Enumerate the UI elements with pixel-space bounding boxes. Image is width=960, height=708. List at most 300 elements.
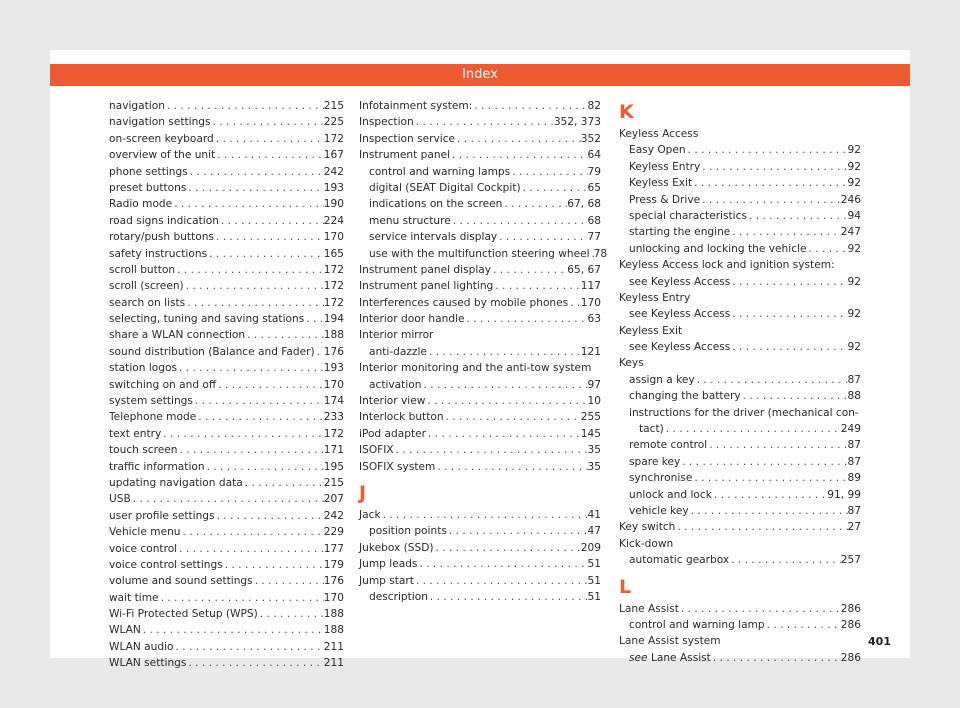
leader-dots (184, 278, 324, 294)
index-group-k (619, 126, 861, 569)
leader-dots (315, 344, 324, 360)
leader-dots (497, 229, 587, 245)
entry-term: Interior view (359, 395, 426, 408)
entry-term: synchronise (629, 472, 693, 485)
entry-term: description (369, 590, 428, 603)
leader-dots (414, 573, 588, 589)
entry-term: WLAN audio (109, 640, 174, 653)
entry-term: Interferences caused by mobile phones (359, 296, 569, 309)
leader-dots (510, 164, 587, 180)
entry-term: Kick-down (619, 537, 674, 550)
entry-page-ref: 10 (587, 395, 601, 408)
entry-term: Vehicle menu (109, 526, 181, 539)
index-entry (619, 601, 861, 617)
index-entry (109, 491, 344, 507)
leader-dots (417, 556, 587, 572)
entry-page-ref: 172 (323, 296, 344, 309)
index-entry (109, 623, 344, 639)
leader-dots (692, 470, 847, 486)
entry-term: Keyless Access lock and ignition system: (619, 259, 835, 272)
index-entry (109, 229, 344, 245)
leader-dots (679, 601, 841, 617)
entry-term: activation (369, 378, 422, 391)
leader-dots (186, 655, 323, 671)
entry-page-ref: 224 (323, 214, 344, 227)
entry-term: iPod adapter (359, 427, 426, 440)
index-entry (109, 639, 344, 655)
entry-page-ref: 195 (323, 460, 344, 473)
entry-page-ref: 87 (847, 373, 861, 386)
leader-dots (193, 393, 324, 409)
entry-page-ref: 352, 373 (553, 116, 601, 129)
index-entry (109, 164, 344, 180)
index-entry (619, 536, 861, 552)
index-entry (359, 360, 601, 376)
entry-term: switching on and off (109, 378, 217, 391)
entry-term: ISOFIX system (359, 460, 436, 473)
entry-term: Jack (359, 508, 381, 521)
entry-term: position points (369, 525, 447, 538)
entry-page-ref: 176 (323, 575, 344, 588)
leader-dots (712, 487, 827, 503)
index-entry (109, 98, 344, 114)
header-title: Index (462, 67, 498, 82)
entry-page-ref: 193 (323, 362, 344, 375)
entry-term: Key switch (619, 521, 676, 534)
leader-dots (689, 503, 848, 519)
index-entry (619, 372, 861, 388)
entry-page-ref: 172 (323, 427, 344, 440)
index-column-3 (619, 98, 861, 666)
leader-dots (747, 208, 848, 224)
entry-term: assign a key (629, 373, 695, 386)
entry-page-ref: 165 (323, 247, 344, 260)
index-column-1 (109, 98, 344, 672)
index-entry (109, 426, 344, 442)
entry-term: Keyless Access (619, 128, 699, 140)
entry-term: automatic gearbox (629, 554, 730, 567)
entry-term: Jump leads (359, 558, 418, 571)
entry-page-ref: 170 (580, 296, 601, 309)
entry-page-ref: 91, 99 (827, 488, 861, 501)
leader-dots (304, 311, 324, 327)
entry-page-ref: 92 (847, 177, 861, 190)
entry-term: traffic information (109, 460, 205, 473)
index-entry (619, 306, 861, 322)
index-entry (619, 142, 861, 158)
entry-term: Wi-Fi Protected Setup (WPS) (109, 608, 258, 621)
entry-term: search on lists (109, 296, 186, 309)
leader-dots (426, 426, 581, 442)
leader-dots (700, 159, 847, 175)
leader-dots (174, 639, 324, 655)
leader-dots (707, 437, 847, 453)
entry-page-ref: 211 (323, 640, 344, 653)
entry-term: updating navigation data (109, 476, 243, 489)
entry-term: Interior door handle (359, 313, 465, 326)
leader-dots (711, 650, 841, 666)
index-entry (619, 192, 861, 208)
entry-term: menu structure (369, 214, 451, 227)
entry-term: instructions for the driver (mechanical con- (629, 406, 859, 419)
leader-dots (175, 262, 324, 278)
entry-page-ref: 87 (847, 455, 861, 468)
leader-dots (502, 196, 567, 212)
leader-dots (161, 426, 323, 442)
leader-dots (214, 131, 324, 147)
entry-page-ref: 242 (323, 165, 344, 178)
index-entry (359, 295, 601, 311)
index-entry (359, 344, 601, 360)
entry-page-ref: 167 (323, 149, 344, 162)
leader-dots (243, 475, 324, 491)
index-entry (109, 475, 344, 491)
entry-term: see Keyless Access (629, 275, 731, 288)
index-group-i (359, 98, 608, 475)
entry-page-ref: 170 (323, 378, 344, 391)
index-entry (109, 508, 344, 524)
entry-page-ref: 188 (323, 329, 344, 342)
entry-term: Inspection (359, 116, 414, 129)
leader-dots (491, 262, 567, 278)
index-entry (109, 573, 344, 589)
index-entry (619, 159, 861, 175)
index-entry (619, 339, 861, 355)
leader-dots (675, 519, 847, 535)
entry-term: Radio mode (109, 198, 173, 211)
leader-dots (196, 409, 324, 425)
entry-page-ref: 121 (580, 345, 601, 358)
index-entry (109, 344, 344, 360)
index-entry (359, 507, 601, 523)
leader-dots (177, 541, 324, 557)
leader-dots (253, 573, 324, 589)
entry-term: special characteristics (629, 209, 747, 222)
entry-page-ref: 286 (840, 618, 861, 631)
index-entry (359, 147, 601, 163)
index-entry (619, 421, 861, 437)
entry-term: unlocking and locking the vehicle (629, 242, 807, 255)
entry-term: voice control (109, 542, 178, 555)
index-entry (109, 557, 344, 573)
entry-term: use with the multifunction steering wheel (369, 247, 590, 260)
leader-dots (664, 421, 841, 437)
entry-page-ref: 41 (587, 508, 601, 521)
leader-dots (216, 377, 324, 393)
entry-term: safety instructions (109, 247, 208, 260)
entry-term: Infotainment system: (359, 99, 473, 112)
index-entry (109, 246, 344, 262)
entry-page-ref: 170 (323, 591, 344, 604)
index-entry (359, 327, 601, 343)
leader-dots (131, 491, 324, 507)
section-letter-k: K (619, 101, 634, 123)
entry-page-ref: 92 (847, 341, 861, 354)
entry-see-target: Lane Assist (650, 651, 711, 664)
index-entry (109, 442, 344, 458)
entry-page-ref: 68 (587, 214, 601, 227)
leader-dots (729, 552, 841, 568)
leader-dots (421, 377, 587, 393)
leader-dots (223, 557, 324, 573)
entry-term: Interlock button (359, 411, 444, 424)
entry-page-ref: 193 (323, 181, 344, 194)
entry-page-ref: 211 (323, 657, 344, 670)
index-entry (109, 590, 344, 606)
entry-term: scroll button (109, 263, 176, 276)
index-entry (359, 393, 601, 409)
index-entry (619, 323, 861, 339)
entry-term: tact) (639, 423, 664, 436)
entry-page-ref: 215 (323, 99, 344, 112)
index-entry (619, 355, 861, 371)
index-entry (109, 409, 344, 425)
leader-dots (211, 114, 324, 130)
index-entry (359, 523, 601, 539)
entry-page-ref: 64 (587, 149, 601, 162)
index-entry (619, 175, 861, 191)
index-entry (619, 224, 861, 240)
leader-dots (730, 224, 840, 240)
entry-term: share a WLAN connection (109, 329, 246, 342)
entry-page-ref: 246 (840, 193, 861, 206)
entry-page-ref: 172 (323, 263, 344, 276)
index-entry (619, 503, 861, 519)
entry-term: Easy Open (629, 144, 686, 157)
index-entry (109, 213, 344, 229)
entry-page-ref: 145 (580, 427, 601, 440)
entry-page-ref: 89 (847, 472, 861, 485)
index-entry (619, 257, 861, 273)
entry-page-ref: 65, 67 (567, 263, 601, 276)
entry-term: control and warning lamps (369, 165, 511, 178)
leader-dots (381, 507, 588, 523)
entry-page-ref: 63 (587, 313, 601, 326)
index-entry (109, 606, 344, 622)
leader-dots (730, 339, 847, 355)
entry-term: Jukebox (SSD) (359, 541, 434, 554)
entry-page-ref: 209 (580, 541, 601, 554)
entry-see: see (629, 651, 648, 664)
index-entry (619, 650, 861, 666)
entry-term: Interior mirror (359, 329, 434, 342)
index-group-j (359, 507, 601, 605)
index-entry (619, 633, 861, 649)
index-entry (109, 393, 344, 409)
entry-page-ref: 190 (323, 198, 344, 211)
index-entry (619, 552, 861, 568)
leader-dots (181, 524, 324, 540)
index-entry (619, 388, 861, 404)
entry-term: phone settings (109, 165, 188, 178)
leader-dots (806, 241, 847, 257)
index-column-2 (359, 98, 608, 605)
index-entry (359, 311, 601, 327)
index-entry (359, 442, 601, 458)
leader-dots (177, 360, 324, 376)
index-entry (359, 246, 608, 262)
leader-dots (730, 306, 847, 322)
entry-term: service intervals display (369, 231, 498, 244)
leader-dots (165, 98, 324, 114)
leader-dots (207, 246, 324, 262)
entry-term: Instrument panel display (359, 263, 492, 276)
entry-term: see Keyless Access (629, 341, 731, 354)
entry-page-ref: 92 (847, 242, 861, 255)
leader-dots (765, 617, 841, 633)
leader-dots (444, 409, 581, 425)
index-entry (109, 180, 344, 196)
index-entry (359, 196, 601, 212)
entry-page-ref: 92 (847, 275, 861, 288)
entry-page-ref: 87 (847, 439, 861, 452)
leader-dots (686, 142, 848, 158)
entry-page-ref: 286 (840, 651, 861, 664)
entry-term: unlock and lock (629, 488, 712, 501)
leader-dots (414, 114, 554, 130)
index-entry (109, 262, 344, 278)
entry-term: rotary/push buttons (109, 231, 214, 244)
leader-dots (455, 131, 581, 147)
index-page (50, 50, 910, 670)
entry-term: anti-dazzle (369, 345, 427, 358)
index-entry (359, 114, 601, 130)
entry-term: sound distribution (Balance and Fader) (109, 345, 315, 358)
leader-dots (434, 540, 581, 556)
entry-term: vehicle key (629, 504, 689, 517)
entry-page-ref: 179 (323, 558, 344, 571)
entry-term: system settings (109, 395, 193, 408)
entry-term: scroll (screen) (109, 280, 184, 293)
entry-page-ref: 92 (847, 144, 861, 157)
entry-page-ref: 255 (580, 411, 601, 424)
entry-term: selecting, tuning and saving stations (109, 313, 305, 326)
entry-page-ref: 92 (847, 160, 861, 173)
entry-term: see Keyless Access (629, 308, 731, 321)
entry-term: control and warning lamp (629, 618, 765, 631)
entry-term: remote control (629, 439, 708, 452)
entry-page-ref: 174 (323, 395, 344, 408)
leader-dots (215, 147, 324, 163)
index-entry (109, 196, 344, 212)
entry-page-ref: 65 (587, 181, 601, 194)
leader-dots (219, 213, 324, 229)
index-entry (359, 540, 601, 556)
index-entry (619, 274, 861, 290)
entry-page-ref: 172 (323, 132, 344, 145)
entry-term: text entry (109, 427, 162, 440)
leader-dots (172, 196, 324, 212)
index-entry (359, 213, 601, 229)
index-entry (619, 487, 861, 503)
leader-dots (428, 589, 588, 605)
index-entry (109, 541, 344, 557)
entry-term: Press & Drive (629, 193, 701, 206)
section-letter-j: J (359, 481, 367, 504)
entry-page-ref: 77 (587, 231, 601, 244)
leader-dots (427, 344, 581, 360)
section-letter-l: L (619, 575, 632, 598)
entry-term: navigation (109, 99, 165, 112)
index-entry (359, 556, 601, 572)
entry-page-ref: 249 (840, 423, 861, 436)
index-entry (359, 409, 601, 425)
entry-term: overview of the unit (109, 149, 216, 162)
entry-page-ref: 51 (587, 590, 601, 603)
leader-dots (465, 311, 588, 327)
entry-term: station logos (109, 362, 177, 375)
index-entry (359, 164, 601, 180)
index-entry (619, 208, 861, 224)
index-entry (359, 229, 601, 245)
entry-term: Keyless Exit (629, 177, 693, 190)
index-entry (359, 98, 601, 114)
entry-page-ref: 229 (323, 526, 344, 539)
index-entry (109, 327, 344, 343)
entry-page-ref: 79 (587, 165, 601, 178)
entry-term: navigation settings (109, 116, 211, 129)
entry-term: Telephone mode (109, 411, 197, 424)
entry-page-ref: 88 (847, 390, 861, 403)
index-entry (359, 573, 601, 589)
leader-dots (692, 175, 847, 191)
leader-dots (258, 606, 324, 622)
entry-page-ref: 82 (587, 99, 601, 112)
entry-page-ref: 117 (580, 280, 601, 293)
leader-dots (680, 454, 847, 470)
entry-term: Instrument panel lighting (359, 280, 494, 293)
entry-page-ref: 352 (580, 132, 601, 145)
entry-page-ref: 188 (323, 608, 344, 621)
entry-page-ref: 78 (593, 247, 608, 260)
entry-term: Jump start (359, 574, 414, 587)
entry-page-ref: 97 (587, 378, 601, 391)
entry-term: voice control settings (109, 558, 223, 571)
leader-dots (245, 327, 324, 343)
entry-term: digital (SEAT Digital Cockpit) (369, 181, 521, 194)
index-entry (619, 454, 861, 470)
entry-term: Keyless Entry (629, 160, 701, 173)
entry-page-ref: 215 (323, 476, 344, 489)
entry-term: Keyless Exit (619, 324, 683, 337)
entry-page-ref: 247 (840, 226, 861, 239)
index-entry (109, 459, 344, 475)
entry-term: Lane Assist (619, 602, 679, 615)
leader-dots (741, 388, 848, 404)
entry-page-ref: 242 (323, 509, 344, 522)
entry-term: user profile settings (109, 509, 215, 522)
entry-page-ref: 257 (840, 554, 861, 567)
entry-page-ref: 27 (847, 521, 861, 534)
leader-dots (695, 372, 848, 388)
entry-term: Keys (619, 357, 644, 370)
entry-page-ref: 51 (587, 574, 601, 587)
index-entry (619, 126, 861, 142)
index-entry (619, 437, 861, 453)
entry-page-ref: 176 (323, 345, 344, 358)
entry-page-ref: 207 (323, 493, 344, 506)
entry-page-ref: 171 (323, 444, 344, 457)
leader-dots (493, 278, 580, 294)
index-entry (109, 131, 344, 147)
entry-page-ref: 92 (847, 308, 861, 321)
entry-page-ref: 35 (587, 444, 601, 457)
leader-dots (214, 229, 324, 245)
entry-page-ref: 225 (323, 116, 344, 129)
entry-page-ref: 233 (323, 411, 344, 424)
entry-term: Instrument panel (359, 149, 451, 162)
leader-dots (700, 192, 841, 208)
